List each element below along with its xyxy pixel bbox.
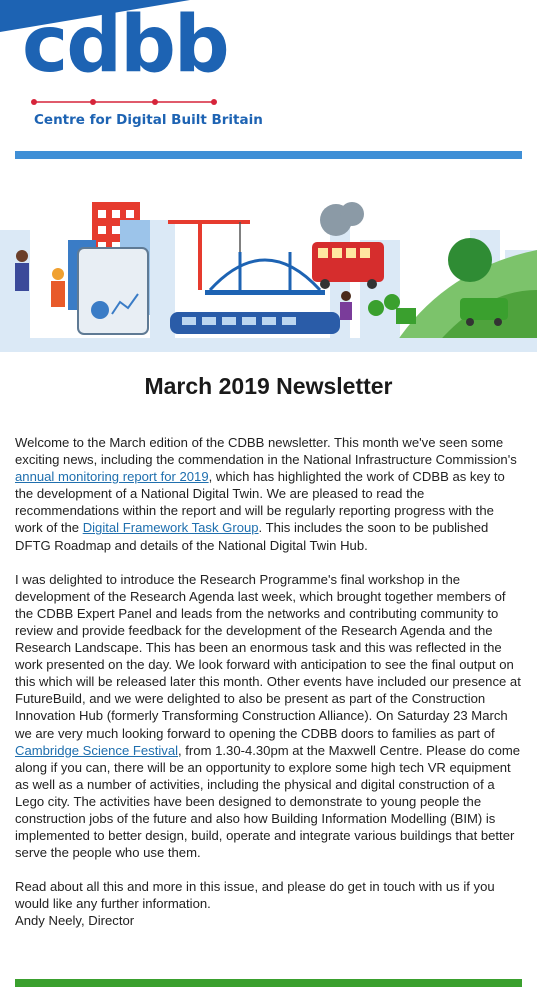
intro-text-2: , which has highlighted the work of CDBB as key to the development of a National Digital Twin. We are pleased to read the recommendations within the report and will be regularly reporting progress with the work of the — [15, 469, 505, 536]
digital-framework-task-group-link[interactable]: Digital Framework Task Group — [82, 520, 259, 536]
city-infrastructure-illustration — [0, 190, 537, 352]
newsletter-body — [15, 434, 523, 930]
research-paragraph — [15, 571, 523, 862]
divider-green — [15, 979, 522, 987]
cdbb-logo[interactable] — [22, 0, 263, 128]
divider-blue — [15, 151, 522, 159]
signature: Andy Neely, Director — [15, 913, 135, 929]
research-text-2: , from 1.30-4.30pm at the Maxwell Centre. Please do come along if you can, there will be an opportunity to explore some high tech VR equipment as well as a number of activities, including the physical and digital construction of a Lego city. The activities have been designed to demonstrate to young people the construction jobs of the future and also how Building Information Modelling (BIM) is implemented to better design, build, operate and integrate various buildings that better serve the people who use them. — [15, 742, 521, 861]
logo-rule-icon — [30, 96, 218, 108]
intro-text-3: . This includes the soon to be published DFTG Roadmap and details of the National Digital Twin Hub. — [15, 520, 489, 553]
newsletter-title: March 2019 Newsletter — [144, 373, 393, 399]
closing-paragraph — [15, 878, 523, 929]
research-text-1: I was delighted to introduce the Research Programme's final workshop in the development of the Research Agenda last week, which brought together members of the CDBB Expert Panel and leads from the networks and contributing community to review and provide feedback for the development of the Research Agenda and the Research Landscape. This has been an enormous task and this was reflected in the work presented on the day. We look forward with anticipation to see the final output on this which will be released later this month. Other events have included our presence at FutureBuild, and we were delighted to also be present as part of the Construction Innovation Hub (formerly Transforming Construction Alliance). On Saturday 23 March we are very much looking forward to opening the CDBB doors to families as part of — [15, 571, 521, 741]
logo-subtitle: Centre for Digital Built Britain — [34, 112, 263, 128]
annual-monitoring-report-link[interactable]: annual monitoring report for 2019 — [15, 469, 209, 485]
logo-wordmark: cdbb — [22, 0, 228, 90]
intro-text-1: Welcome to the March edition of the CDBB newsletter. This month we've seen some exciting news, including the commendation in the National Infrastructure Commission's — [15, 435, 517, 468]
intro-paragraph — [15, 434, 523, 554]
cambridge-science-festival-link[interactable]: Cambridge Science Festival — [15, 742, 179, 758]
closing-text: Read about all this and more in this issue, and please do get in touch with us if you would like any further information. — [15, 879, 495, 912]
